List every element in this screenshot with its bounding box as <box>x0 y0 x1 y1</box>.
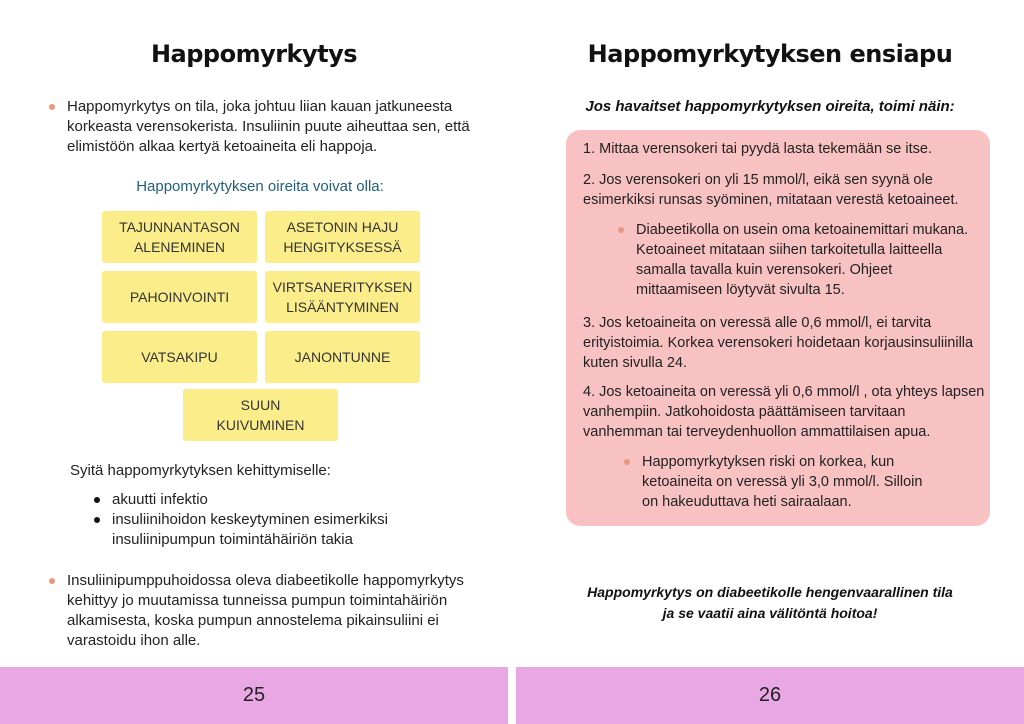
left-page <box>0 0 508 724</box>
symptom-box: VIRTSANERITYKSEN LISÄÄNTYMINEN <box>265 271 420 323</box>
step-item: 2. Jos verensokeri on yli 15 mmol/l, eikä sen syynä ole esimerkiksi runsas syöminen, mitataan verestä ketoaineet. <box>583 172 959 208</box>
high-risk-note <box>642 452 932 512</box>
right-page <box>516 0 1024 724</box>
step-item: 4. Jos ketoaineita on veressä yli 0,6 mmol/l , ota yhteys lapsen vanhempiin. Jatkohoidosta päättämiseen tarvitaan vanhemman tai terveydenhuollon ammattilaisen apua. <box>583 384 985 440</box>
ketone-meter-note <box>636 220 976 300</box>
symptom-box: VATSAKIPU <box>102 331 257 383</box>
page-number-footer <box>516 667 1024 724</box>
page-title: Happomyrkytyksen ensiapu <box>587 40 953 68</box>
step-item: 3. Jos ketoaineita on veressä alle 0,6 mmol/l, ei tarvita erityistoimia. Korkea verensokeri hoidetaan korjausinsuliinilla kuten sivulla 24. <box>583 315 974 371</box>
bullet-dot-icon <box>624 459 630 465</box>
page-number: 25 <box>242 684 266 706</box>
page-number: 26 <box>758 684 782 706</box>
causes-label: Syitä happomyrkytyksen kehittymiselle: <box>70 462 331 479</box>
symptom-box: PAHOINVOINTI <box>102 271 257 323</box>
step-item: 1. Mittaa verensokeri tai pyydä lasta tekemään se itse. <box>583 141 932 157</box>
symptom-box: SUUN KUIVUMINEN <box>183 389 338 441</box>
intro-paragraph <box>67 97 477 157</box>
bullet-dot-icon <box>49 104 55 110</box>
intro-text: Happomyrkytys on tila, joka johtuu liian kauan jatkuneesta korkeasta verensokerista. Insuliinin puute aiheuttaa sen, että elimistöön alkaa kertyä ketoaineita eli happoja. <box>67 98 470 155</box>
bullet-dot-icon <box>49 578 55 584</box>
cause-item: insuliinihoidon keskeytyminen esimerkiksi insuliinipumpun toimintähäiriön takia <box>94 510 424 550</box>
high-risk-text: Happomyrkytyksen riski on korkea, kun ketoaineita on veressä yli 3,0 mmol/l. Silloin on hakeuduttava heti sairaalaan. <box>642 454 923 510</box>
page-number-footer <box>0 667 508 724</box>
page-title: Happomyrkytys <box>150 40 358 68</box>
pump-note-text: Insuliinipumppuhoidossa oleva diabeetikolle happomyrkytys kehittyy jo muutamissa tunneissa pumpun toimintahäiriön alkamisesta, koska pumpun annostelema pikainsuliini ei varastoidu ihon alle. <box>67 572 464 649</box>
warning-text: Happomyrkytys on diabeetikolle hengenvaarallinen tila ja se vaatii aina välitöntä hoitoa! <box>587 584 953 621</box>
ketone-meter-text: Diabeetikolla on usein oma ketoainemittari mukana. Ketoaineet mitataan siihen tarkoitetulla laitteella samalla tavalla kuin verensokeri. Ohjeet mittaamiseen löytyvät sivulta 15. <box>636 222 969 298</box>
page-subtitle: Jos havaitset happomyrkytyksen oireita, toimi näin: <box>585 98 955 115</box>
symptom-box: ASETONIN HAJU HENGITYKSESSÄ <box>265 211 420 263</box>
bullet-dot-icon <box>618 227 624 233</box>
pump-note-paragraph <box>67 571 472 651</box>
symptom-box: TAJUNNANTASON ALENEMINEN <box>102 211 257 263</box>
symptoms-heading: Happomyrkytyksen oireita voivat olla: <box>136 178 384 195</box>
cause-item: akuutti infektio <box>94 490 424 510</box>
symptom-box: JANONTUNNE <box>265 331 420 383</box>
causes-list <box>94 490 424 550</box>
